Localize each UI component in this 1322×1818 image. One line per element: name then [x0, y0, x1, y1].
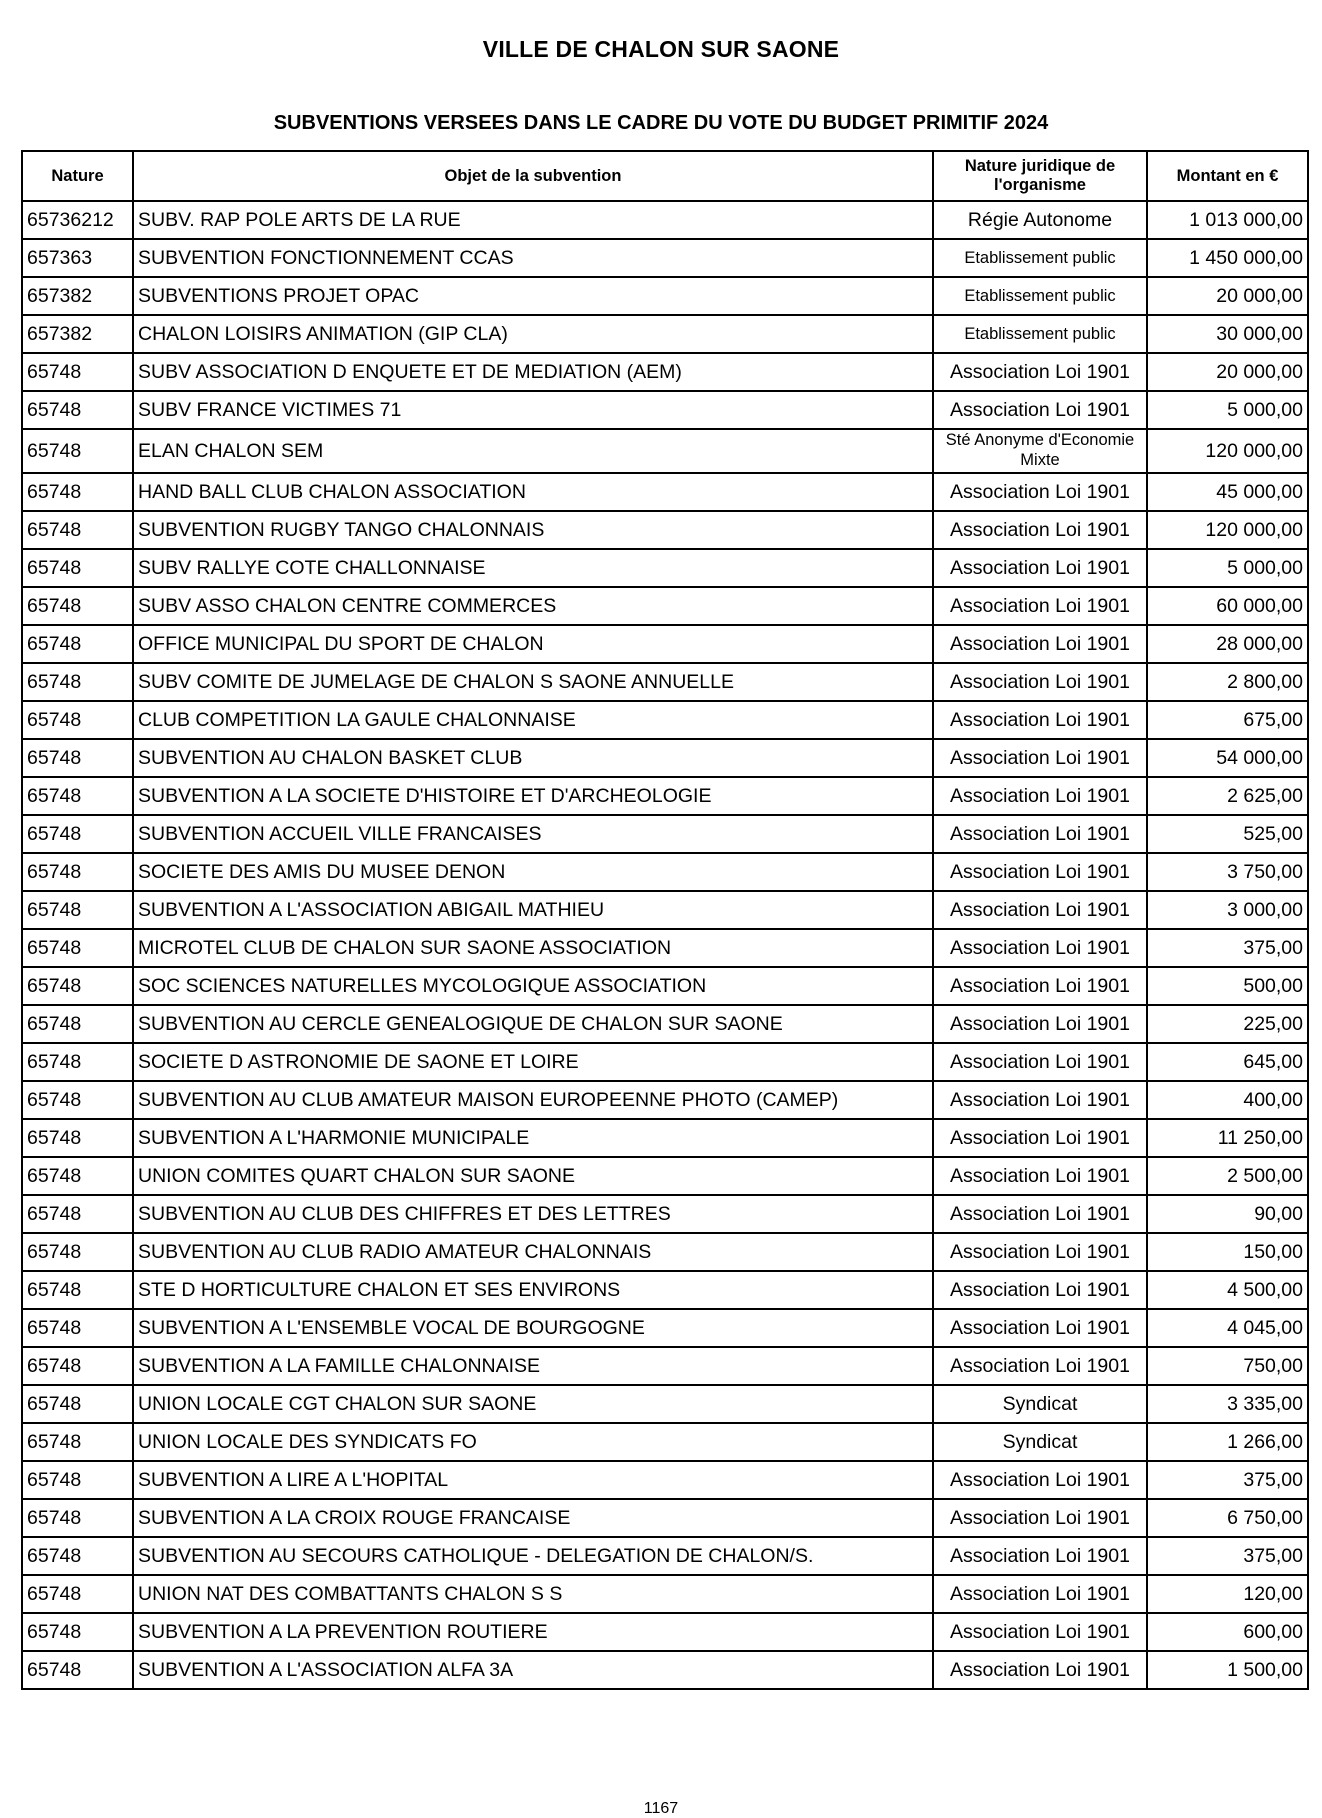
cell-nature-juridique: Association Loi 1901	[933, 815, 1147, 853]
cell-montant: 11 250,00	[1147, 1119, 1308, 1157]
cell-objet: SUBVENTION A LA PREVENTION ROUTIERE	[133, 1613, 933, 1651]
cell-montant: 30 000,00	[1147, 315, 1308, 353]
cell-objet: SUBVENTIONS PROJET OPAC	[133, 277, 933, 315]
cell-montant: 3 750,00	[1147, 853, 1308, 891]
table-row	[22, 549, 1308, 587]
cell-montant: 750,00	[1147, 1347, 1308, 1385]
cell-nature-code: 65748	[22, 1461, 133, 1499]
cell-nature-code: 65748	[22, 429, 133, 473]
cell-objet: MICROTEL CLUB DE CHALON SUR SAONE ASSOCIATION	[133, 929, 933, 967]
cell-montant: 60 000,00	[1147, 587, 1308, 625]
header-nature: Nature	[22, 151, 133, 201]
cell-nature-juridique: Association Loi 1901	[933, 1233, 1147, 1271]
cell-nature-code: 65748	[22, 1119, 133, 1157]
cell-montant: 150,00	[1147, 1233, 1308, 1271]
cell-objet: SOCIETE DES AMIS DU MUSEE DENON	[133, 853, 933, 891]
cell-nature-juridique: Sté Anonyme d'Economie Mixte	[933, 429, 1147, 473]
table-row	[22, 587, 1308, 625]
table-row	[22, 1119, 1308, 1157]
table-row	[22, 1271, 1308, 1309]
cell-montant: 1 013 000,00	[1147, 201, 1308, 239]
cell-nature-juridique: Association Loi 1901	[933, 391, 1147, 429]
table-row	[22, 1613, 1308, 1651]
cell-objet: SUBVENTION RUGBY TANGO CHALONNAIS	[133, 511, 933, 549]
cell-nature-juridique: Association Loi 1901	[933, 1119, 1147, 1157]
cell-nature-juridique: Syndicat	[933, 1385, 1147, 1423]
cell-nature-juridique: Association Loi 1901	[933, 587, 1147, 625]
cell-montant: 3 335,00	[1147, 1385, 1308, 1423]
cell-objet: HAND BALL CLUB CHALON ASSOCIATION	[133, 473, 933, 511]
cell-objet: SUBV ASSOCIATION D ENQUETE ET DE MEDIATION (AEM)	[133, 353, 933, 391]
document-title: VILLE DE CHALON SUR SAONE	[482, 36, 840, 62]
cell-objet: SUBVENTION AU CERCLE GENEALOGIQUE DE CHALON SUR SAONE	[133, 1005, 933, 1043]
table-row	[22, 1195, 1308, 1233]
cell-nature-code: 657363	[22, 239, 133, 277]
cell-objet: UNION LOCALE CGT CHALON SUR SAONE	[133, 1385, 933, 1423]
cell-objet: SUBVENTION A LA SOCIETE D'HISTOIRE ET D'ARCHEOLOGIE	[133, 777, 933, 815]
table-header-row	[22, 151, 1308, 201]
cell-nature-juridique: Association Loi 1901	[933, 1651, 1147, 1689]
table-row	[22, 511, 1308, 549]
cell-objet: SUBVENTION AU CLUB RADIO AMATEUR CHALONNAIS	[133, 1233, 933, 1271]
cell-nature-juridique: Association Loi 1901	[933, 853, 1147, 891]
cell-nature-code: 65748	[22, 815, 133, 853]
cell-objet: UNION NAT DES COMBATTANTS CHALON S S	[133, 1575, 933, 1613]
document-subtitle: SUBVENTIONS VERSEES DANS LE CADRE DU VOTE DU BUDGET PRIMITIF 2024	[273, 112, 1049, 134]
table-row	[22, 429, 1308, 473]
cell-nature-code: 65748	[22, 391, 133, 429]
cell-objet: SUBVENTION A LIRE A L'HOPITAL	[133, 1461, 933, 1499]
header-objet: Objet de la subvention	[133, 151, 933, 201]
table-row	[22, 1005, 1308, 1043]
cell-nature-juridique: Association Loi 1901	[933, 777, 1147, 815]
header-montant: Montant en €	[1147, 151, 1308, 201]
cell-montant: 90,00	[1147, 1195, 1308, 1233]
cell-nature-code: 65748	[22, 891, 133, 929]
table-row	[22, 315, 1308, 353]
cell-nature-code: 65748	[22, 1613, 133, 1651]
cell-nature-code: 657382	[22, 277, 133, 315]
cell-nature-juridique: Association Loi 1901	[933, 1081, 1147, 1119]
cell-montant: 6 750,00	[1147, 1499, 1308, 1537]
cell-objet: SUBVENTION A LA FAMILLE CHALONNAISE	[133, 1347, 933, 1385]
cell-nature-juridique: Association Loi 1901	[933, 511, 1147, 549]
cell-nature-juridique: Association Loi 1901	[933, 701, 1147, 739]
cell-montant: 120,00	[1147, 1575, 1308, 1613]
cell-objet: SUBVENTION A L'ASSOCIATION ALFA 3A	[133, 1651, 933, 1689]
cell-objet: SUBVENTION A LA CROIX ROUGE FRANCAISE	[133, 1499, 933, 1537]
cell-objet: SUBVENTION AU CHALON BASKET CLUB	[133, 739, 933, 777]
table-row	[22, 1651, 1308, 1689]
cell-nature-juridique: Association Loi 1901	[933, 1347, 1147, 1385]
cell-montant: 375,00	[1147, 1461, 1308, 1499]
cell-montant: 2 500,00	[1147, 1157, 1308, 1195]
cell-nature-code: 65748	[22, 1157, 133, 1195]
table-row	[22, 201, 1308, 239]
cell-nature-code: 65748	[22, 1309, 133, 1347]
cell-montant: 675,00	[1147, 701, 1308, 739]
cell-nature-juridique: Régie Autonome	[933, 201, 1147, 239]
cell-nature-juridique: Association Loi 1901	[933, 663, 1147, 701]
cell-nature-juridique: Association Loi 1901	[933, 1271, 1147, 1309]
cell-nature-code: 65748	[22, 1347, 133, 1385]
cell-nature-code: 65748	[22, 1233, 133, 1271]
cell-objet: SUBVENTION A L'HARMONIE MUNICIPALE	[133, 1119, 933, 1157]
cell-montant: 400,00	[1147, 1081, 1308, 1119]
cell-objet: CHALON LOISIRS ANIMATION (GIP CLA)	[133, 315, 933, 353]
cell-nature-code: 65748	[22, 967, 133, 1005]
cell-nature-code: 65748	[22, 929, 133, 967]
table-row	[22, 663, 1308, 701]
table-row	[22, 1537, 1308, 1575]
cell-nature-code: 65748	[22, 853, 133, 891]
cell-objet: UNION COMITES QUART CHALON SUR SAONE	[133, 1157, 933, 1195]
table-row	[22, 891, 1308, 929]
cell-objet: SUBVENTION A L'ASSOCIATION ABIGAIL MATHIEU	[133, 891, 933, 929]
table-row	[22, 391, 1308, 429]
table-row	[22, 739, 1308, 777]
cell-montant: 500,00	[1147, 967, 1308, 1005]
cell-nature-juridique: Association Loi 1901	[933, 1461, 1147, 1499]
cell-nature-juridique: Association Loi 1901	[933, 739, 1147, 777]
cell-nature-juridique: Association Loi 1901	[933, 967, 1147, 1005]
table-row	[22, 929, 1308, 967]
cell-objet: ELAN CHALON SEM	[133, 429, 933, 473]
cell-nature-juridique: Etablissement public	[933, 277, 1147, 315]
cell-montant: 4 500,00	[1147, 1271, 1308, 1309]
table-row	[22, 1157, 1308, 1195]
cell-nature-juridique: Association Loi 1901	[933, 549, 1147, 587]
cell-objet: SUBVENTION ACCUEIL VILLE FRANCAISES	[133, 815, 933, 853]
cell-montant: 5 000,00	[1147, 391, 1308, 429]
cell-nature-juridique: Etablissement public	[933, 315, 1147, 353]
table-row	[22, 1575, 1308, 1613]
cell-nature-code: 65748	[22, 1499, 133, 1537]
cell-nature-code: 65748	[22, 1271, 133, 1309]
table-body	[22, 201, 1308, 1689]
cell-montant: 1 266,00	[1147, 1423, 1308, 1461]
header-nature-juridique: Nature juridique de l'organisme	[933, 151, 1147, 201]
cell-nature-code: 65748	[22, 587, 133, 625]
cell-nature-code: 65748	[22, 739, 133, 777]
table-row	[22, 853, 1308, 891]
cell-objet: UNION LOCALE DES SYNDICATS FO	[133, 1423, 933, 1461]
cell-nature-juridique: Association Loi 1901	[933, 473, 1147, 511]
table-row	[22, 1423, 1308, 1461]
table-row	[22, 967, 1308, 1005]
cell-nature-juridique: Association Loi 1901	[933, 1613, 1147, 1651]
cell-nature-juridique: Association Loi 1901	[933, 1195, 1147, 1233]
cell-nature-code: 65748	[22, 625, 133, 663]
cell-montant: 20 000,00	[1147, 277, 1308, 315]
cell-montant: 120 000,00	[1147, 429, 1308, 473]
table-row	[22, 1081, 1308, 1119]
cell-montant: 600,00	[1147, 1613, 1308, 1651]
cell-objet: OFFICE MUNICIPAL DU SPORT DE CHALON	[133, 625, 933, 663]
cell-nature-juridique: Association Loi 1901	[933, 1005, 1147, 1043]
cell-nature-code: 65748	[22, 1385, 133, 1423]
cell-objet: SUBVENTION AU SECOURS CATHOLIQUE - DELEGATION DE CHALON/S.	[133, 1537, 933, 1575]
table-row	[22, 277, 1308, 315]
cell-nature-juridique: Syndicat	[933, 1423, 1147, 1461]
cell-montant: 525,00	[1147, 815, 1308, 853]
cell-objet: SUBVENTION FONCTIONNEMENT CCAS	[133, 239, 933, 277]
table-row	[22, 239, 1308, 277]
cell-montant: 645,00	[1147, 1043, 1308, 1081]
cell-nature-juridique: Association Loi 1901	[933, 1043, 1147, 1081]
table-row	[22, 1385, 1308, 1423]
cell-nature-juridique: Association Loi 1901	[933, 1309, 1147, 1347]
table-row	[22, 1461, 1308, 1499]
cell-nature-juridique: Etablissement public	[933, 239, 1147, 277]
cell-nature-code: 65748	[22, 701, 133, 739]
cell-nature-code: 65748	[22, 549, 133, 587]
subsidies-table	[21, 150, 1309, 1690]
cell-objet: SUBVENTION AU CLUB DES CHIFFRES ET DES LETTRES	[133, 1195, 933, 1233]
cell-nature-juridique: Association Loi 1901	[933, 1575, 1147, 1613]
table-row	[22, 625, 1308, 663]
table-row	[22, 1043, 1308, 1081]
cell-montant: 2 800,00	[1147, 663, 1308, 701]
cell-nature-code: 657382	[22, 315, 133, 353]
cell-objet: SOCIETE D ASTRONOMIE DE SAONE ET LOIRE	[133, 1043, 933, 1081]
cell-montant: 20 000,00	[1147, 353, 1308, 391]
cell-nature-code: 65748	[22, 1575, 133, 1613]
table-row	[22, 473, 1308, 511]
cell-objet: SUBV RALLYE COTE CHALLONNAISE	[133, 549, 933, 587]
cell-nature-juridique: Association Loi 1901	[933, 1537, 1147, 1575]
cell-nature-code: 65748	[22, 1537, 133, 1575]
cell-nature-code: 65748	[22, 1081, 133, 1119]
cell-objet: SUBV. RAP POLE ARTS DE LA RUE	[133, 201, 933, 239]
cell-nature-juridique: Association Loi 1901	[933, 625, 1147, 663]
cell-nature-code: 65748	[22, 1195, 133, 1233]
cell-montant: 2 625,00	[1147, 777, 1308, 815]
cell-montant: 3 000,00	[1147, 891, 1308, 929]
cell-nature-juridique: Association Loi 1901	[933, 353, 1147, 391]
cell-montant: 1 450 000,00	[1147, 239, 1308, 277]
cell-montant: 375,00	[1147, 1537, 1308, 1575]
cell-objet: SUBVENTION AU CLUB AMATEUR MAISON EUROPEENNE PHOTO (CAMEP)	[133, 1081, 933, 1119]
cell-nature-code: 65748	[22, 511, 133, 549]
cell-nature-code: 65748	[22, 1423, 133, 1461]
cell-montant: 375,00	[1147, 929, 1308, 967]
cell-objet: SUBV ASSO CHALON CENTRE COMMERCES	[133, 587, 933, 625]
table-row	[22, 815, 1308, 853]
cell-montant: 54 000,00	[1147, 739, 1308, 777]
cell-objet: SOC SCIENCES NATURELLES MYCOLOGIQUE ASSOCIATION	[133, 967, 933, 1005]
cell-montant: 225,00	[1147, 1005, 1308, 1043]
cell-montant: 28 000,00	[1147, 625, 1308, 663]
table-row	[22, 1309, 1308, 1347]
table-row	[22, 1499, 1308, 1537]
table-row	[22, 777, 1308, 815]
cell-montant: 5 000,00	[1147, 549, 1308, 587]
table-row	[22, 353, 1308, 391]
cell-montant: 4 045,00	[1147, 1309, 1308, 1347]
cell-nature-juridique: Association Loi 1901	[933, 891, 1147, 929]
cell-objet: CLUB COMPETITION LA GAULE CHALONNAISE	[133, 701, 933, 739]
cell-montant: 1 500,00	[1147, 1651, 1308, 1689]
cell-nature-code: 65748	[22, 1005, 133, 1043]
cell-objet: STE D HORTICULTURE CHALON ET SES ENVIRONS	[133, 1271, 933, 1309]
cell-nature-code: 65748	[22, 777, 133, 815]
page-number: 1167	[643, 1800, 679, 1817]
cell-nature-code: 65748	[22, 1043, 133, 1081]
cell-objet: SUBVENTION A L'ENSEMBLE VOCAL DE BOURGOGNE	[133, 1309, 933, 1347]
cell-nature-juridique: Association Loi 1901	[933, 1499, 1147, 1537]
cell-nature-code: 65748	[22, 473, 133, 511]
cell-nature-code: 65748	[22, 1651, 133, 1689]
cell-objet: SUBV COMITE DE JUMELAGE DE CHALON S SAONE ANNUELLE	[133, 663, 933, 701]
table-row	[22, 1233, 1308, 1271]
cell-objet: SUBV FRANCE VICTIMES 71	[133, 391, 933, 429]
cell-montant: 45 000,00	[1147, 473, 1308, 511]
cell-montant: 120 000,00	[1147, 511, 1308, 549]
cell-nature-code: 65736212	[22, 201, 133, 239]
table-row	[22, 701, 1308, 739]
cell-nature-juridique: Association Loi 1901	[933, 929, 1147, 967]
cell-nature-code: 65748	[22, 663, 133, 701]
table-row	[22, 1347, 1308, 1385]
cell-nature-juridique: Association Loi 1901	[933, 1157, 1147, 1195]
cell-nature-code: 65748	[22, 353, 133, 391]
